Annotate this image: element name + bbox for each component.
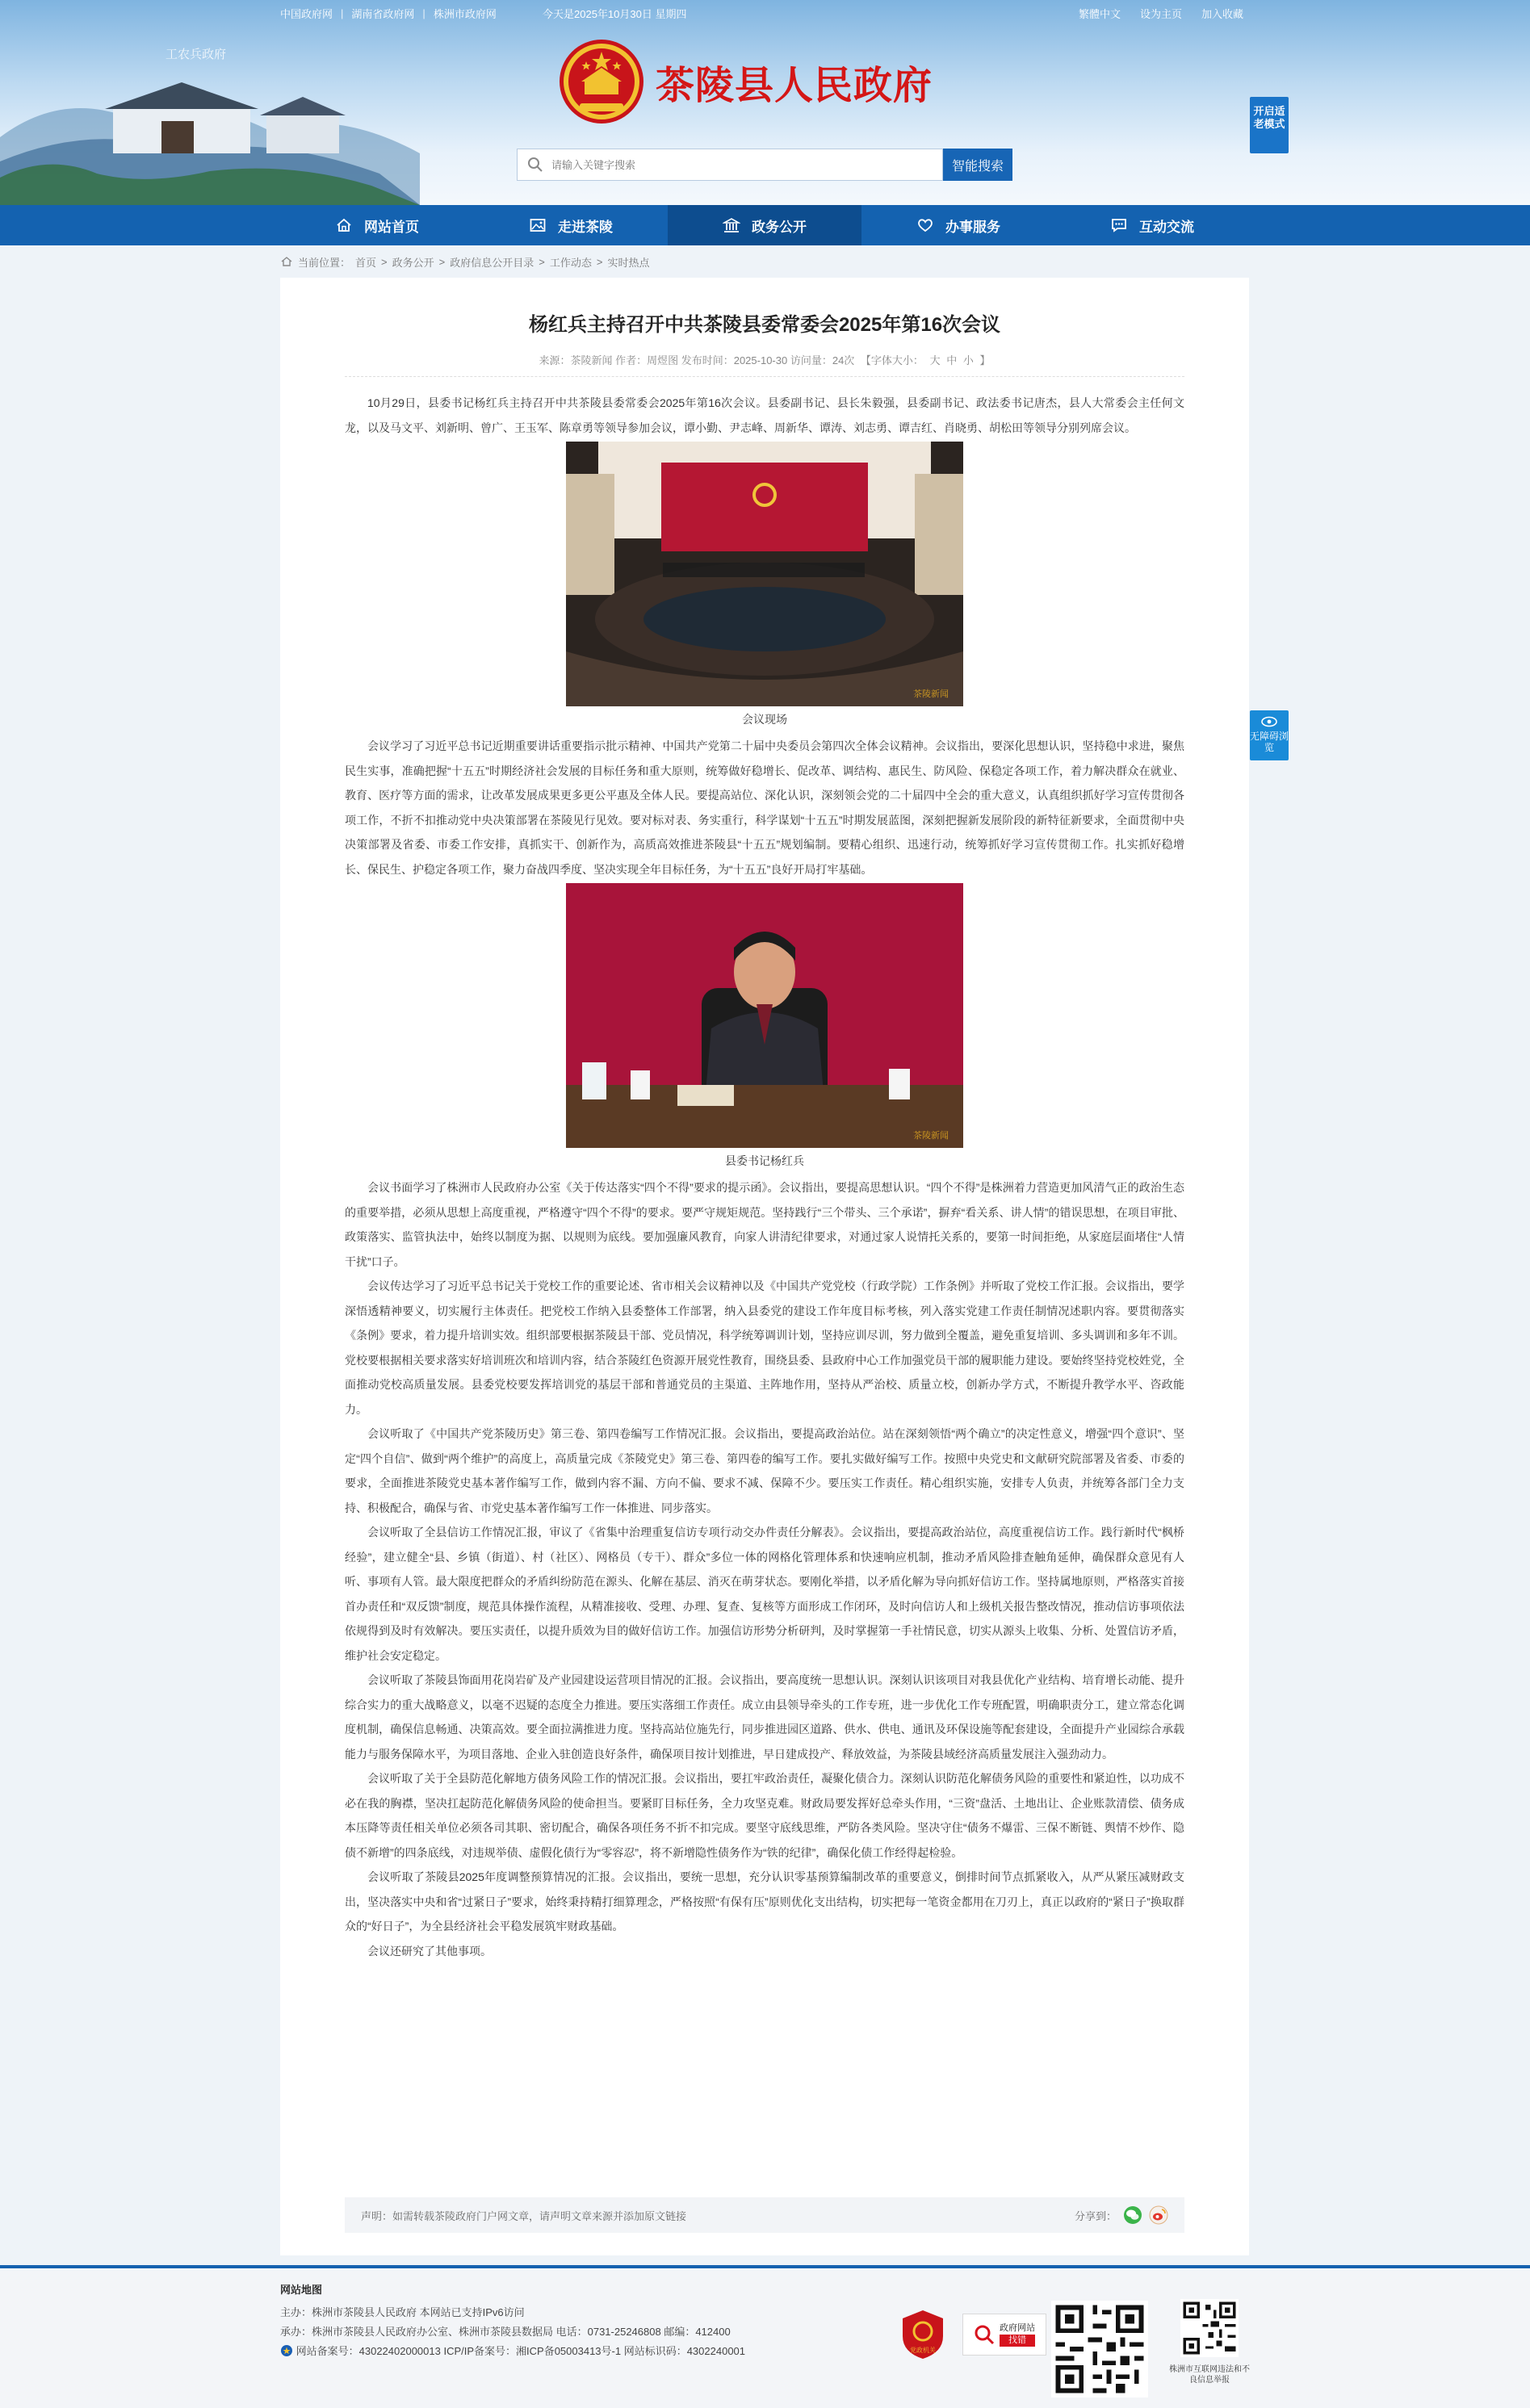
svg-text:茶陵新闻: 茶陵新闻 [913, 689, 949, 699]
breadcrumb [280, 253, 649, 270]
breadcrumb-home[interactable]: 首页 [355, 256, 377, 269]
paragraph: 10月29日，县委书记杨红兵主持召开中共茶陵县委常委会2025年第16次会议。县委副书记、县长朱毅强，县委副书记、政法委书记唐杰，县人大常委会主任何文龙，以及马文平、刘新明、曾广、王玉军、陈章勇等领导参加会议，谭小勤、尹志峰、周新华、谭涛、刘志勇、谭吉红、肖晓勇、胡松田等领导分别列席会议。 [345, 396, 1184, 434]
footer-sponsor: 主办：株洲市茶陵县人民政府 本网站已支持IPv6访问 [280, 2306, 525, 2318]
add-favorite-link[interactable]: 加入收藏 [1201, 7, 1243, 20]
share-label: 分享到： [1074, 2209, 1117, 2222]
link-zhuzhou-gov[interactable]: 株洲市政府网 [433, 7, 497, 20]
font-size-medium[interactable]: 中 [946, 354, 958, 366]
figure-caption: 会议现场 [742, 713, 787, 726]
site-title: 茶陵县人民政府 [656, 62, 933, 108]
home-icon [280, 255, 293, 268]
main-nav [0, 205, 1530, 245]
heart-icon [916, 216, 934, 234]
breadcrumb-work-news[interactable]: 工作动态 [549, 256, 592, 269]
breadcrumb-sep: > [596, 255, 603, 268]
font-size-end: 】 [979, 354, 991, 366]
footer-record-text: 网站备案号：43022402000013 ICP/IP备案号：湘ICP备05003413号-1 网站标识码：4302240001 [296, 2345, 746, 2357]
breadcrumb-prefix: 当前位置： [298, 256, 351, 269]
sitemap-link[interactable]: 网站地图 [280, 2284, 323, 2296]
link-china-gov[interactable]: 中国政府网 [280, 7, 333, 20]
figure-meeting [345, 442, 1184, 732]
breadcrumb-gov-affairs[interactable]: 政务公开 [392, 256, 434, 269]
nav-home[interactable] [280, 205, 474, 245]
title-divider [345, 376, 1184, 377]
article-card [280, 278, 1249, 2255]
figure-caption: 县委书记杨红兵 [725, 1154, 804, 1167]
paragraph: 会议听取了关于全县防范化解地方债务风险工作的情况汇报。会议指出，要扛牢政治责任，凝聚化债合力。深刻认识防范化解债务风险的重要性和紧迫性，以功成不必在我的胸襟，坚决扛起防范化解债务风险的使命担当。要紧盯目标任务，全力攻坚克难。财政局要发挥好总牵头作用，“三资”盘活、土地出让、企业账款清偿、债务成本压降等责任相关单位必须各司其职、密切配合，确保各项任务不折不扣完成。要坚守底线思维，严防各类风险。坚决守住“债务不爆雷、三保不断链、舆情不炒作、隐债不新增”的四条底线，对违规举债、虚假化债行为“零容忍”，将不新增隐性债务作为“铁的纪律”，确保化债工作经得起检验。 [345, 1772, 1184, 1859]
breadcrumb-directory[interactable]: 政府信息公开目录 [450, 256, 534, 269]
traditional-chinese-link[interactable]: 繁體中文 [1078, 7, 1121, 20]
font-size-label: 【字体大小： [860, 354, 924, 366]
accessibility-button[interactable] [1250, 710, 1289, 760]
figure-secretary [345, 883, 1184, 1174]
nav-gov-affairs[interactable] [668, 205, 861, 245]
article-meta-info: 来源：茶陵新闻 作者：周煜图 发布时间：2025-10-30 访问量：24次 [539, 354, 855, 366]
meeting-room-photo [566, 442, 963, 706]
paragraph: 会议听取了茶陵县2025年度调整预算情况的汇报。会议指出，要统一思想，充分认识零基预算编制改革的重要意义，倒排时间节点抓紧收入，从严从紧压减财政支出，坚决落实中央和省“过紧日子”要求，始终秉持精打细算理念，严格按照“有保有压”原则优化支出结构，切实把每一笔资金都用在刀刃上，真正以政府的“紧日子”换取群众的“好日子”，为全县经济社会平稳发展筑牢财政基础。 [345, 1870, 1184, 1933]
party-gov-badge-icon[interactable] [901, 2309, 945, 2360]
police-badge-icon [280, 2344, 293, 2357]
weibo-icon[interactable] [1149, 2205, 1168, 2225]
paragraph: 会议听取了全县信访工作情况汇报，审议了《省集中治理重复信访专项行动交办件责任分解表》。会议指出，要提高政治站位，高度重视信访工作。践行新时代“枫桥经验”，建立健全“县、乡镇（街道）、村（社区）、网格员（专干）、群众”多位一体的网格化管理体系和快速响应机制，推动矛盾风险排查触角延伸，确保群众意见有人听、事项有人管。最大限度把群众的矛盾纠纷防范在源头、化解在基层、消灭在萌芽状态。要刚化举措，以矛盾化解为导向抓好信访工作。坚持属地原则，严格落实首接首办责任和“双反馈”制度，规范具体操作流程，从精准接收、受理、办理、复查、复核等方面形成工作闭环，及时向信访人和上级机关报告整改情况，推动信访事项依法依规得到及时有效解决。要压实责任，以提升质效为目的做好信访工作。加强信访形势分析研判，及时掌握第一手社情民意，切实从源头上收集、分析、处置信访矛盾，维护社会安定稳定。 [345, 1526, 1184, 1662]
link-hunan-gov[interactable]: 湖南省政府网 [351, 7, 415, 20]
article-body [345, 391, 1184, 1963]
qr-code-icon [1051, 2301, 1148, 2398]
nav-label: 网站首页 [364, 219, 419, 235]
eye-icon [1260, 715, 1278, 728]
picture-icon [529, 216, 547, 234]
error-report-label-2: 找错 [1000, 2335, 1035, 2347]
breadcrumb-hot-news[interactable]: 实时热点 [607, 256, 650, 269]
nav-label: 走进茶陵 [558, 219, 613, 235]
national-emblem-icon [557, 37, 646, 126]
paragraph: 会议还研究了其他事项。 [367, 1944, 492, 1958]
secretary-portrait-photo [566, 883, 963, 1148]
building-icon [723, 216, 740, 234]
nav-label: 政务公开 [752, 219, 807, 235]
site-footer [0, 2265, 1530, 2408]
breadcrumb-sep: > [381, 255, 388, 268]
reprint-statement: 声明：如需转载茶陵政府门户网文章，请声明文章来源并添加原文链接 [361, 2209, 687, 2222]
footer-organizer: 承办：株洲市茶陵县人民政府办公室、株洲市茶陵县数据局 电话：0731-25246808 邮编：412400 [280, 2326, 731, 2338]
nav-services[interactable] [861, 205, 1055, 245]
header-scenery-image [0, 32, 420, 205]
error-report-label-1: 政府网站 [1000, 2323, 1035, 2333]
scene-caption: 工农兵政府 [166, 47, 227, 61]
svg-text:茶陵新闻: 茶陵新闻 [913, 1130, 949, 1141]
search-bar [517, 149, 1012, 181]
accessibility-label: 无障碍浏览 [1250, 731, 1289, 753]
search-button[interactable]: 智能搜索 [943, 149, 1012, 181]
paragraph: 会议听取了茶陵县饰面用花岗岩矿及产业园建设运营项目情况的汇报。会议指出，要高度统一思想认识。深刻认识该项目对我县优化产业结构、培育增长动能、提升综合实力的重大战略意义，以毫不迟疑的态度全力推进。要压实落细工作责任。成立由县领导牵头的工作专班，进一步优化工作专班配置，明确职责分工，建立常态化调度机制，确保信息畅通、决策高效。要全面拉满推进力度。坚持高站位施先行，同步推进园区道路、供水、供电、通讯及环保设施等配套建设，全面提升产业园综合承载能力与服务保障水平，为项目落地、企业入驻创造良好条件，确保项目按计划推进，早日建成投产、释放效益，为茶陵县域经济高质量发展注入强劲动力。 [345, 1673, 1184, 1761]
search-icon [527, 157, 543, 173]
breadcrumb-sep: > [438, 255, 446, 268]
elder-mode-button[interactable]: 开启适老模式 [1250, 97, 1289, 153]
paragraph: 会议学习了习近平总书记近期重要讲话重要指示批示精神、中国共产党第二十届中央委员会第四次全体会议精神。会议指出，要深化思想认识，坚持稳中求进，聚焦民生实事，准确把握“十五五”时期经济社会发展的目标任务和重大原则，统筹做好稳增长、促改革、调结构、惠民生、防风险、保稳定各项工作，着力解决群众在就业、教育、医疗等方面的需求，让改革发展成果更多更公平惠及全体人民。要提高站位、深化认识，深刻领会党的二十届四中全会的重大意义，认真组织抓好学习宣传贯彻各项工作，不折不扣推动党中央决策部署在茶陵见行见效。要对标对表、务实重行，科学谋划“十五五”时期发展蓝图，深刻把握新发展阶段的新特征新要求，全面贯彻中央决策部署及省委、市委工作安排，真抓实干、创新作为，高质高效推进茶陵县“十五五”规划编制。要精心组织、迅速行动，统筹抓好学习宣传贯彻工作。扎实抓好稳增长、保民生、护稳定各项工作，聚力奋战四季度、坚决实现全年目标任务，为“十五五”良好开局打牢基础。 [345, 739, 1184, 876]
chat-icon [1110, 216, 1128, 234]
share-area [1075, 2205, 1168, 2225]
search-box [517, 149, 943, 181]
site-logo[interactable] [557, 37, 933, 126]
nav-interaction[interactable] [1055, 205, 1249, 245]
article-footer-bar [345, 2197, 1184, 2233]
nav-about-chaling[interactable] [474, 205, 668, 245]
wechat-icon[interactable] [1123, 2205, 1142, 2225]
separator: | [341, 6, 344, 19]
set-homepage-link[interactable]: 设为主页 [1139, 7, 1182, 20]
party-gov-badge-label: 党政机关 [910, 2347, 936, 2354]
breadcrumb-sep: > [539, 255, 545, 268]
error-report-button[interactable] [962, 2314, 1046, 2356]
report-qr[interactable] [1167, 2299, 1251, 2385]
paragraph: 会议书面学习了株洲市人民政府办公室《关于传达落实“四个不得”要求的提示函》。会议指出，要提高思想认识。“四个不得”是株洲着力营造更加风清气正的政治生态的重要举措，必须从思想上高度重视，严格遵守“四个不得”的要求。要严守规矩规范。坚持践行“三个带头、三个承诺”，摒弃“看关系、讲人情”的错误思想，在项目审批、政策落实、监管执法中，始终以制度为据、以规则为底线。要加强廉风教育，向家人讲清纪律要求，对通过家人说情托关系的，要第一时间拒绝，从家庭层面堵住“人情干扰”口子。 [345, 1181, 1184, 1268]
magnifier-icon [974, 2324, 995, 2345]
font-size-small[interactable]: 小 [962, 354, 974, 366]
report-qr-code-icon [1180, 2299, 1239, 2357]
top-bar [0, 0, 1530, 26]
report-qr-caption: 株洲市互联网违法和不良信息举报 [1169, 2365, 1250, 2385]
paragraph: 会议传达学习了习近平总书记关于党校工作的重要论述、省市相关会议精神以及《中国共产党党校（行政学院）工作条例》并听取了党校工作汇报。会议指出，要学深悟透精神要义，切实履行主体责任。把党校工作纳入县委整体工作部署，纳入县委党的建设工作年度目标考核，列入落实党建工作责任制情况述职内容。要贯彻落实《条例》要求，着力提升培训实效。组织部要根据茶陵县干部、党员情况，科学统筹调训计划，坚持应训尽训，努力做到全覆盖，避免重复培训、多头调训和多年不训。党校要根据相关要求落实好培训班次和培训内容，结合茶陵红色资源开展党性教育，围绕县委、县政府中心工作加强党员干部的履职能力建设。要始终坚持党校姓党，全面推动党校高质量发展。县委党校要发挥培训党的基层干部和普通党员的主渠道、主阵地作用，坚持从严治校、质量立校，创新办学方式，不断提升教学水平、咨政能力。 [345, 1279, 1184, 1416]
search-input[interactable] [551, 159, 891, 171]
paragraph: 会议听取了《中国共产党茶陵历史》第三卷、第四卷编写工作情况汇报。会议指出，要提高政治站位。站在深刻领悟“两个确立”的决定性意义，增强“四个意识”、坚定“四个自信”、做到“两个维护”的高度上，高质量完成《茶陵党史》第三卷、第四卷的编写工作。要扎实做好编写工作。按照中央党史和文献研究院部署及省委、市委的要求，全面推进茶陵党史基本著作编写工作，做到内容不漏、方向不偏、要求不减、保障不少。要压实工作责任。精心组织实施，安排专人负责，并统筹各部门全力支持、积极配合，确保与省、市党史基本著作编写工作一体推进、同步落实。 [345, 1427, 1184, 1514]
nav-label: 办事服务 [945, 219, 1000, 235]
article-title: 杨红兵主持召开中共茶陵县委常委会2025年第16次会议 [528, 314, 1001, 336]
separator: | [422, 6, 425, 19]
nav-label: 互动交流 [1139, 219, 1194, 235]
current-date: 今天是2025年10月30日 星期四 [543, 7, 687, 20]
home-icon [335, 216, 353, 234]
top-right-links [1079, 6, 1243, 21]
gov-links [280, 6, 497, 21]
article-meta [280, 352, 1249, 367]
font-size-large[interactable]: 大 [929, 354, 941, 366]
